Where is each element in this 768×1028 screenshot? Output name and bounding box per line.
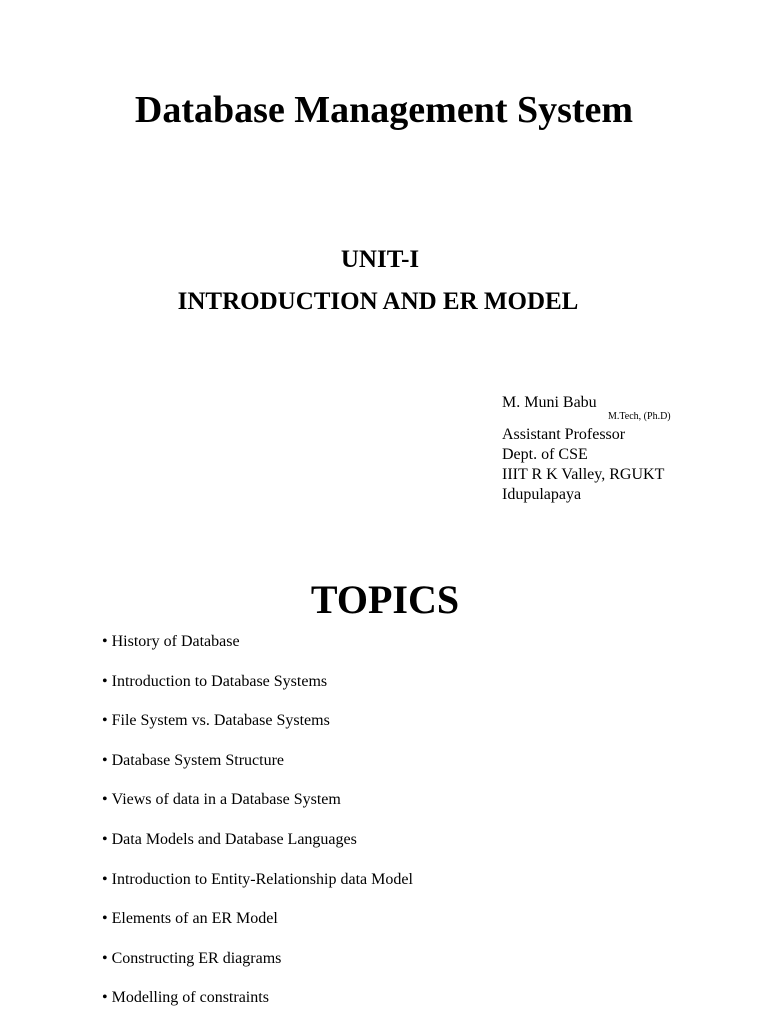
- author-location: Idupulapaya: [502, 486, 582, 503]
- topic-text: Data Models and Database Languages: [111, 830, 357, 848]
- author-name: M. Muni Babu: [502, 394, 597, 411]
- bullet-icon: •: [102, 672, 108, 690]
- list-item: [102, 711, 413, 751]
- topic-text: File System vs. Database Systems: [111, 712, 330, 730]
- topic-text: Views of data in a Database System: [111, 791, 341, 809]
- author-department: Dept. of CSE: [502, 446, 588, 463]
- list-item: [102, 909, 413, 949]
- list-item: [102, 870, 413, 910]
- topic-text: Database System Structure: [111, 751, 285, 769]
- bullet-icon: •: [102, 830, 108, 848]
- unit-title: INTRODUCTION AND ER MODEL: [177, 288, 579, 315]
- topics-heading: TOPICS: [310, 577, 460, 622]
- topic-text: Elements of an ER Model: [111, 910, 278, 928]
- bullet-icon: •: [102, 791, 108, 809]
- list-item: [102, 949, 413, 989]
- author-designation: Assistant Professor: [502, 426, 626, 443]
- bullet-icon: •: [102, 712, 108, 730]
- bullet-icon: •: [102, 751, 108, 769]
- bullet-icon: •: [102, 910, 108, 928]
- topic-text: Constructing ER diagrams: [111, 949, 282, 967]
- bullet-icon: •: [102, 633, 108, 650]
- list-item: [102, 632, 413, 672]
- topic-text: History of Database: [111, 633, 240, 650]
- document-title: Database Management System: [134, 89, 634, 131]
- topics-list: [102, 632, 413, 1028]
- author-degree: M.Tech, (Ph.D): [608, 411, 671, 422]
- list-item: [102, 830, 413, 870]
- unit-label: UNIT-I: [340, 246, 420, 273]
- author-block: [502, 393, 671, 505]
- list-item: [102, 672, 413, 712]
- topic-text: Modelling of constraints: [111, 989, 269, 1007]
- topic-text: Introduction to Entity-Relationship data Model: [111, 870, 413, 888]
- author-institute: IIIT R K Valley, RGUKT: [502, 466, 665, 483]
- topic-text: Introduction to Database Systems: [111, 672, 328, 690]
- list-item: [102, 751, 413, 791]
- bullet-icon: •: [102, 989, 108, 1007]
- bullet-icon: •: [102, 870, 108, 888]
- list-item: [102, 790, 413, 830]
- list-item: [102, 988, 413, 1028]
- bullet-icon: •: [102, 949, 108, 967]
